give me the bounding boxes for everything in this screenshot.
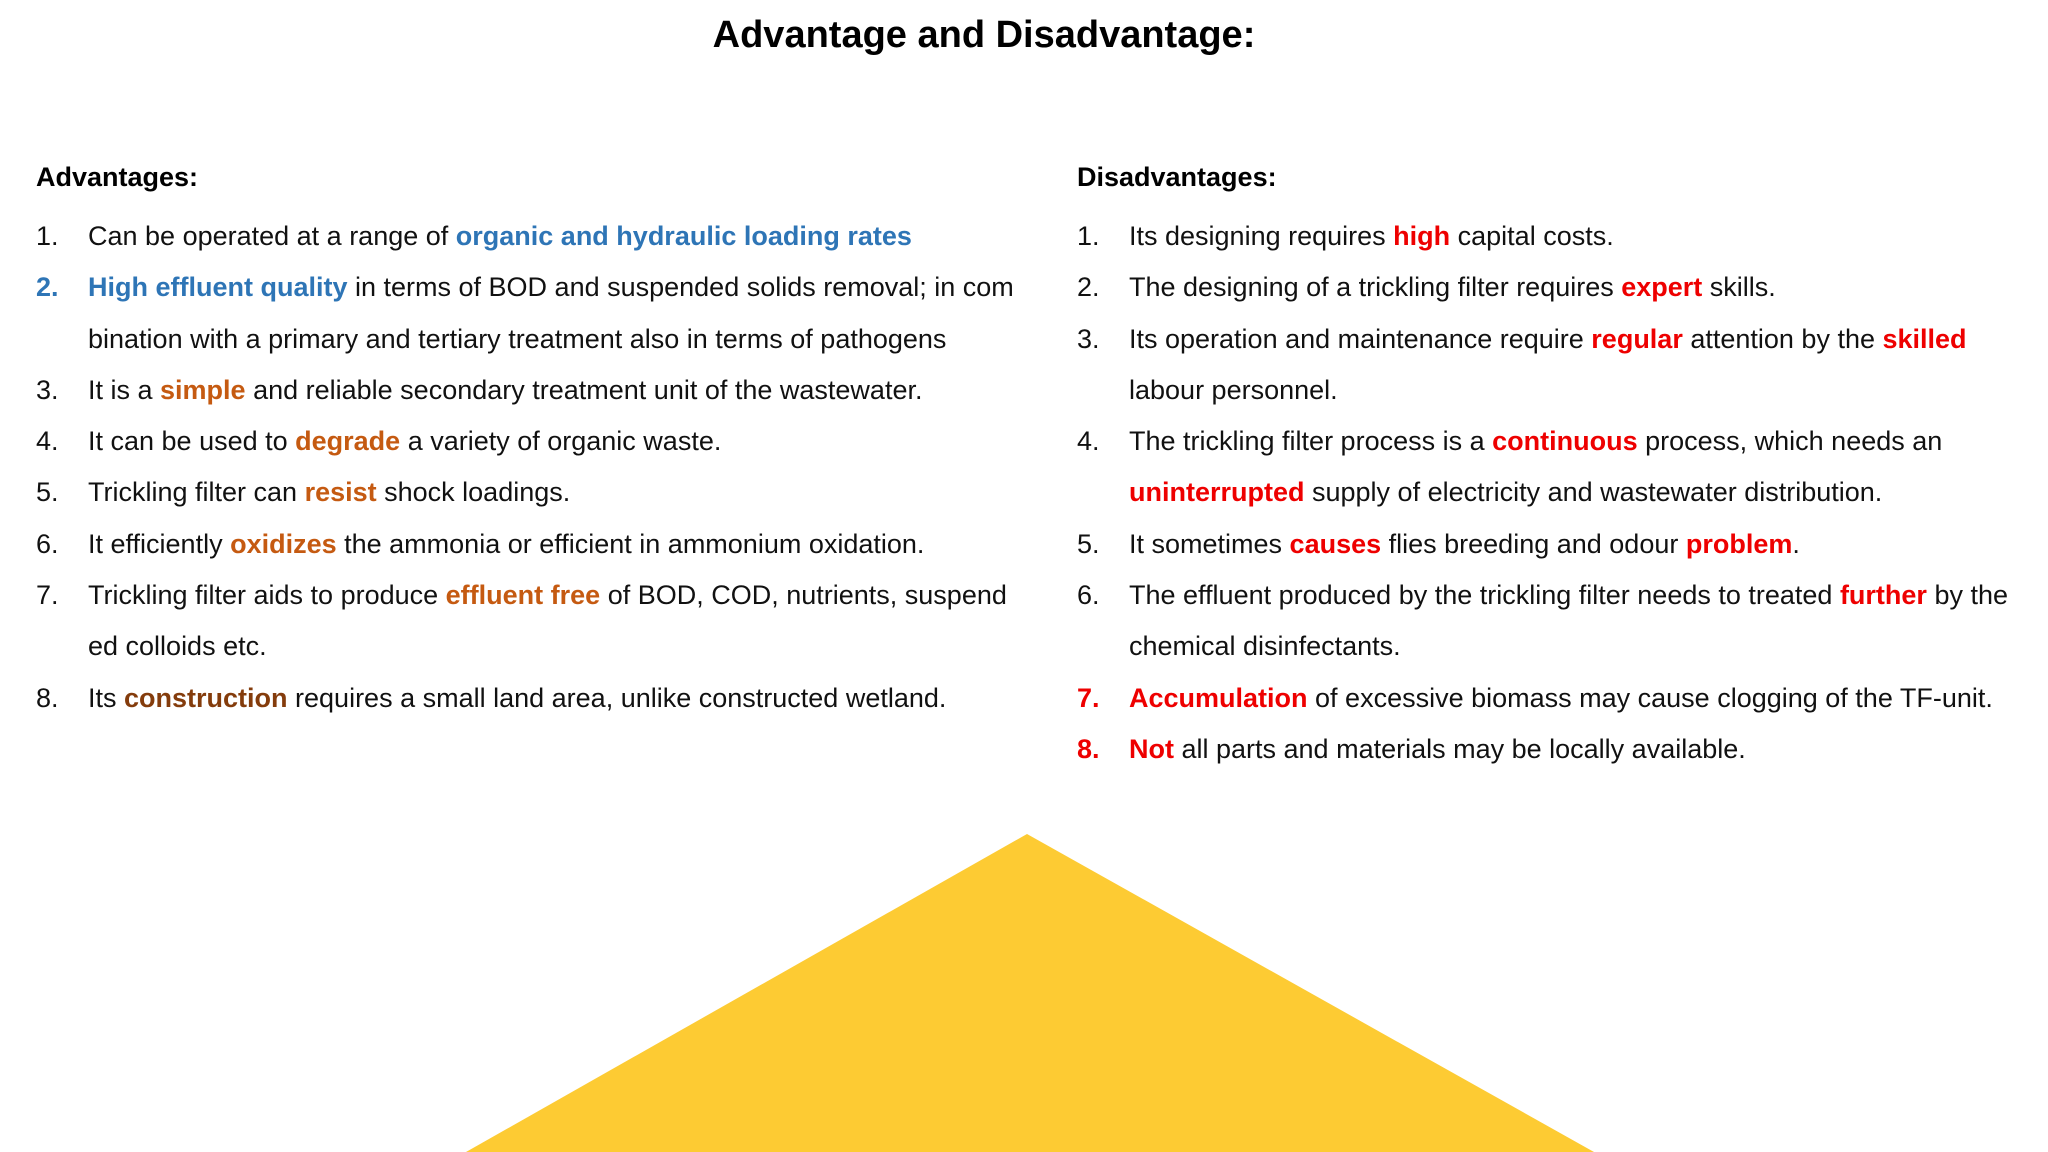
item-text: skills. [1702, 272, 1776, 303]
disadvantage-item-5 [1077, 519, 2037, 570]
disadvantage-item-3 [1077, 314, 2037, 417]
item-text: It sometimes [1129, 528, 1290, 559]
highlight-text: skilled [1882, 323, 1967, 354]
item-text: shock loadings. [376, 477, 571, 508]
advantage-item-6 [36, 519, 1026, 570]
highlight-text: expert [1621, 272, 1703, 303]
item-text: labour personnel. [1129, 374, 1338, 405]
item-text: Trickling filter aids to produce [88, 580, 446, 611]
advantage-item-1 [36, 211, 1026, 262]
highlight-text: organic and hydraulic loading rates [455, 221, 912, 251]
advantage-item-5 [36, 467, 1026, 518]
list-number: 7. [1077, 682, 1100, 713]
highlight-text: problem [1685, 528, 1793, 559]
disadvantage-item-6 [1077, 570, 2037, 673]
item-text: a variety of organic waste. [400, 426, 722, 457]
advantage-item-3 [36, 365, 1026, 416]
advantage-item-4 [36, 416, 1026, 467]
disadvantages-column [1077, 160, 2037, 775]
item-text: It efficiently [88, 528, 231, 559]
highlight-text: uninterrupted [1129, 477, 1305, 508]
list-number: 2. [36, 272, 59, 303]
highlight-text: construction [124, 682, 288, 713]
disadvantage-item-7 [1077, 673, 2037, 724]
highlight-text: causes [1289, 528, 1382, 559]
item-text: attention by the [1682, 323, 1883, 354]
item-text: and reliable secondary treatment unit of the wastewater. [245, 374, 923, 405]
disadvantage-item-4 [1077, 416, 2037, 519]
list-number: 4. [36, 426, 59, 457]
highlight-text: resist [304, 477, 377, 508]
list-number: 3. [36, 374, 59, 405]
item-text: Its designing requires [1129, 221, 1394, 251]
disadvantage-item-1 [1077, 211, 2037, 262]
item-text: the ammonia or efficient in ammonium oxidation. [336, 528, 925, 559]
item-text: supply of electricity and wastewater distribution. [1304, 477, 1883, 508]
item-text: . [1792, 528, 1800, 559]
item-text: It is a [88, 374, 161, 405]
list-number: 2. [1077, 272, 1100, 303]
item-text: The trickling filter process is a [1129, 426, 1493, 457]
item-text: by the chemical disinfectants. [1129, 580, 2008, 662]
slide-title: Advantage and Disadvantage: [712, 14, 1256, 56]
item-text: of BOD, COD, nutrients, suspend ed colloids etc. [88, 580, 1007, 662]
advantages-list [36, 211, 1026, 724]
item-text: Its [88, 682, 125, 713]
highlight-text: Not [1129, 733, 1174, 764]
highlight-text: further [1839, 580, 1927, 611]
disadvantages-list [1077, 211, 2037, 775]
item-text: of excessive biomass may cause clogging of the TF-unit. [1307, 682, 1993, 713]
highlight-text: degrade [295, 426, 401, 457]
highlight-text: High effluent quality [88, 272, 348, 303]
item-text: process, which needs an [1637, 426, 1943, 457]
item-text: Trickling filter can [88, 477, 305, 508]
advantage-item-7 [36, 570, 1026, 673]
highlight-text: continuous [1492, 426, 1638, 457]
list-number: 6. [36, 528, 59, 559]
item-text: in terms of BOD and suspended solids removal; in com bination with a primary and tertiary treatment also in terms of pathogens [88, 272, 1014, 354]
list-number: 1. [36, 221, 59, 251]
disadvantage-item-2 [1077, 262, 2037, 313]
list-number: 1. [1077, 221, 1100, 251]
advantages-heading: Advantages: [36, 162, 199, 192]
highlight-text: effluent free [445, 580, 601, 611]
item-text: Can be operated at a range of [88, 221, 456, 251]
item-text: requires a small land area, unlike constructed wetland. [287, 682, 947, 713]
list-number: 8. [36, 682, 59, 713]
highlight-text: Accumulation [1129, 682, 1308, 713]
list-number: 5. [1077, 528, 1100, 559]
advantage-item-8 [36, 673, 1026, 724]
item-text: It can be used to [88, 426, 296, 457]
list-number: 3. [1077, 323, 1100, 354]
advantages-column [36, 160, 1026, 724]
item-text: The designing of a trickling filter requires [1129, 272, 1622, 303]
highlight-text: high [1393, 221, 1451, 251]
highlight-text: oxidizes [230, 528, 337, 559]
item-text: capital costs. [1450, 221, 1614, 251]
list-number: 6. [1077, 580, 1100, 611]
list-number: 5. [36, 477, 59, 508]
item-text: all parts and materials may be locally available. [1173, 733, 1746, 764]
list-number: 7. [36, 580, 59, 611]
list-number: 8. [1077, 733, 1100, 764]
list-number: 4. [1077, 426, 1100, 457]
item-text: The effluent produced by the trickling filter needs to treated [1129, 580, 1840, 611]
disadvantages-heading: Disadvantages: [1077, 162, 1277, 192]
disadvantage-item-8 [1077, 724, 2037, 775]
highlight-text: regular [1591, 323, 1683, 354]
highlight-text: simple [160, 374, 246, 405]
advantage-item-2 [36, 262, 1026, 365]
item-text: flies breeding and odour [1381, 528, 1686, 559]
item-text: Its operation and maintenance require [1129, 323, 1592, 354]
